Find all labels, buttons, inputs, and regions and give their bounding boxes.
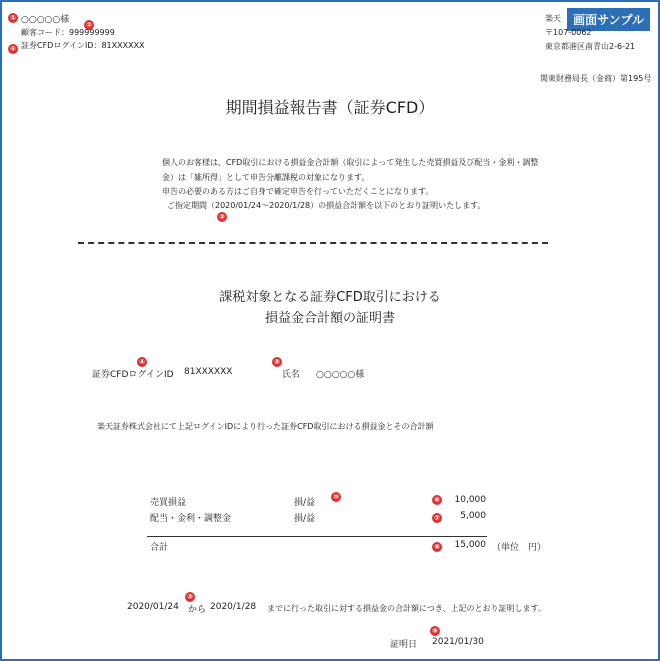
marker-9: ⑨: [430, 626, 440, 636]
intro-line-2: 金）は「雑所得」として申告分離課税の対象になります。: [162, 173, 370, 182]
marker-10: ⑩: [331, 492, 341, 502]
customer-name: ○○○○○様: [21, 15, 70, 25]
name-value: ○○○○○様: [316, 370, 365, 380]
company-address: 東京都港区南青山2-6-21: [545, 42, 636, 51]
dashed-separator: [78, 242, 548, 244]
marker-3-intro: ③: [217, 212, 227, 222]
postal-code: 〒107-0062: [545, 28, 592, 37]
login-id-value: 81XXXXXX: [184, 367, 233, 377]
closing-from-date: 2020/01/24: [127, 602, 179, 612]
marker-2: ②: [84, 20, 94, 30]
login-id-label: 証券CFDログインID: [92, 370, 174, 380]
row-amount-dividend: 5,000: [460, 511, 486, 521]
company-prefix: 楽天: [545, 14, 561, 23]
marker-4-header: ④: [8, 44, 18, 54]
certificate-title-line-2: 損益金合計額の証明書: [264, 311, 395, 326]
marker-7: ⑦: [432, 513, 442, 523]
marker-1: ①: [8, 13, 18, 23]
date-value: 2021/01/30: [432, 637, 484, 647]
sample-badge: 画面サンプル: [567, 8, 650, 31]
unit-label: （単位 円）: [492, 543, 547, 553]
closing-from-word: から: [188, 605, 207, 615]
intro-line-1: 個人のお客様は、CFD取引における損益金合計額（取引によって発生した売買損益及び配当・金利・調整: [162, 158, 539, 167]
intro-line-4: ご指定期間（2020/01/24～2020/1/28）の損益合計額を以下のとおり証明いたします。: [167, 201, 486, 210]
registration-number: 関東財務局長（金商）第195号: [540, 74, 652, 83]
closing-statement: までに行った取引に対する損益金の合計額につき、上記のとおり証明します。: [267, 604, 546, 613]
marker-8: ⑧: [432, 542, 442, 552]
certificate-title-line-1: 課税対象となる証券CFD取引における: [219, 290, 441, 305]
closing-to-date: 2020/1/28: [210, 602, 257, 612]
date-label: 証明日: [390, 640, 418, 650]
login-id-line: 証券CFDログインID：81XXXXXX: [21, 41, 145, 50]
name-label: 氏名: [282, 370, 301, 380]
intro-line-3: 申告の必要のある方はご自身で確定申告を行っていただくことになります。: [162, 187, 434, 196]
marker-3-closing: ③: [185, 592, 195, 602]
row-label-dividend: 配当・金利・調整金: [150, 514, 232, 524]
statement-text: 楽天証券株式会社にて上記ログインIDにより行った証券CFD取引における損益金とその合計額: [97, 422, 434, 431]
marker-6: ⑥: [432, 495, 442, 505]
total-amount: 15,000: [454, 540, 486, 550]
report-title: 期間損益報告書（証券CFD）: [225, 98, 435, 117]
row-type-dividend: 損/益: [294, 514, 316, 524]
marker-5: ⑤: [272, 357, 282, 367]
row-label-trading: 売買損益: [150, 498, 187, 508]
total-rule: [147, 536, 487, 537]
row-type-trading: 損/益: [294, 498, 316, 508]
customer-code: 顧客コード：999999999: [21, 28, 115, 37]
total-label: 合計: [150, 543, 169, 553]
row-amount-trading: 10,000: [454, 495, 486, 505]
marker-4-cert: ④: [137, 357, 147, 367]
